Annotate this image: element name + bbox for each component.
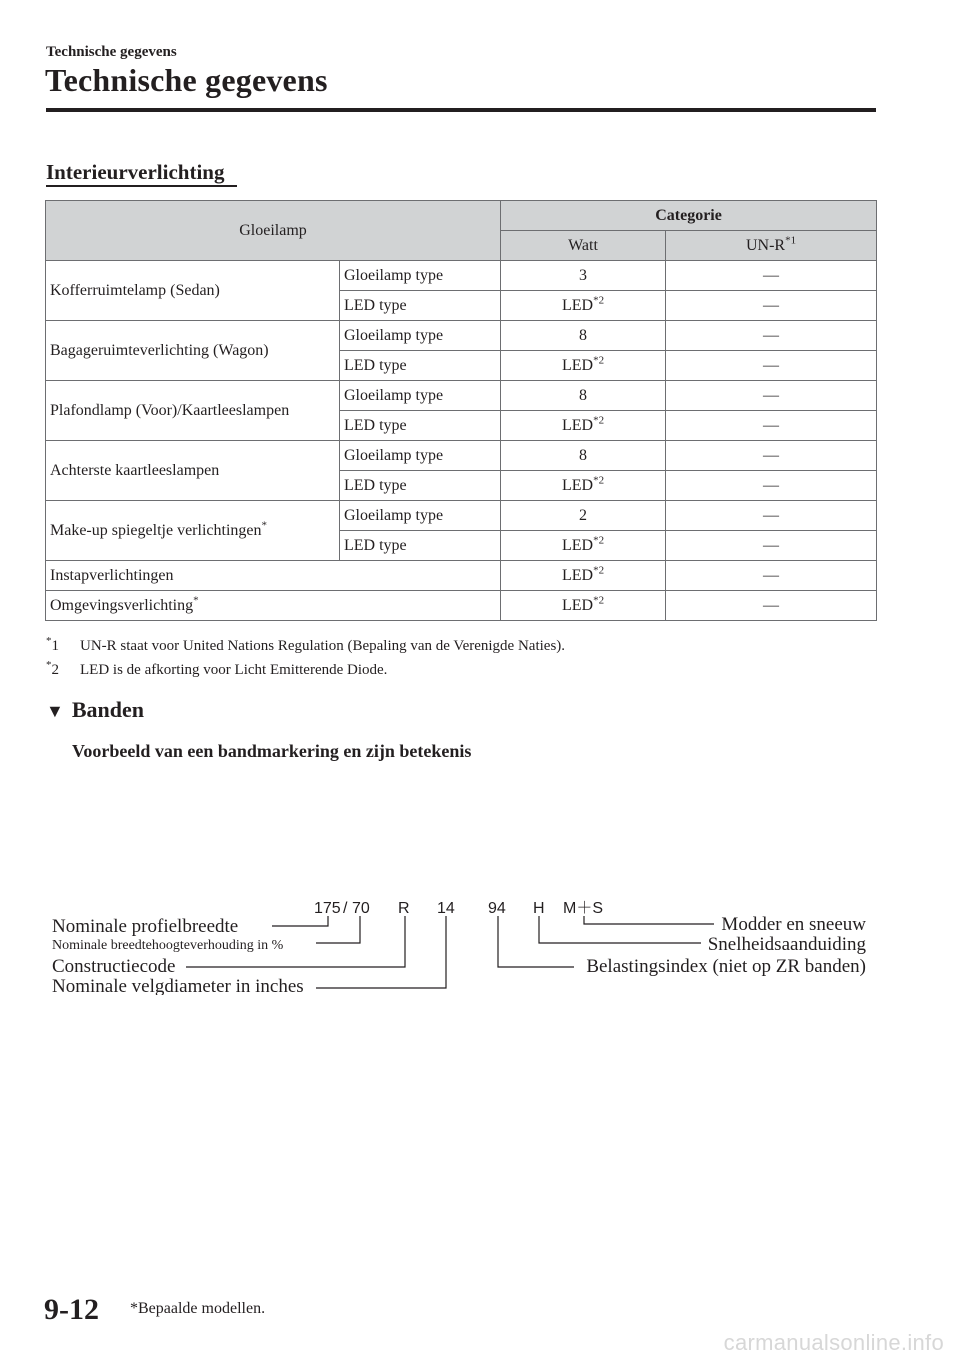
label-aspect: Nominale breedtehoogteverhouding in % — [52, 938, 284, 953]
lamp-name-cell — [46, 501, 340, 561]
watt-value: LED — [561, 536, 594, 554]
lamp-type: Gloeilamp type — [340, 261, 501, 291]
watt-value: LED — [561, 296, 594, 314]
header-category: Categorie — [501, 201, 877, 231]
unr-value: — — [666, 591, 877, 621]
header-watt: Watt — [501, 231, 666, 261]
watt-value: LED — [561, 596, 594, 614]
watt-cell — [501, 531, 666, 561]
lamp-name-cell — [46, 381, 340, 441]
table-row — [46, 501, 877, 531]
watt-value: LED — [561, 566, 594, 584]
unr-value: — — [666, 291, 877, 321]
watt-cell — [501, 561, 666, 591]
tire-marking-diagram — [40, 880, 880, 995]
watt-cell — [501, 441, 666, 471]
tires-heading-label: Banden — [71, 697, 144, 722]
unr-value: — — [666, 471, 877, 501]
watt-cell — [501, 411, 666, 441]
watt-cell — [501, 501, 666, 531]
breadcrumb: Technische gegevens — [46, 44, 177, 60]
lamp-name: Omgevingsverlichting — [50, 596, 194, 614]
tire-example-caption: Voorbeeld van een bandmarkering en zijn betekenis — [72, 741, 472, 761]
lamp-type: LED type — [340, 411, 501, 441]
lamp-type: Gloeilamp type — [340, 381, 501, 411]
unr-value: — — [666, 561, 877, 591]
watt-cell — [501, 471, 666, 501]
footnote-ref: *2 — [593, 594, 605, 607]
leader-rim — [316, 916, 446, 988]
watt-cell — [501, 261, 666, 291]
lamp-type: LED type — [340, 471, 501, 501]
footnote-marker — [46, 635, 80, 655]
footnote-text: UN-R staat voor United Nations Regulation (Bepaling van de Verenigde Naties). — [80, 638, 566, 654]
lamp-name-cell — [46, 441, 340, 501]
lamp-name-cell — [46, 261, 340, 321]
footnote-ref: *2 — [593, 474, 605, 487]
lamp-name: Make-up spiegeltje verlichtingen — [50, 521, 262, 539]
footnote-number: 1 — [51, 638, 59, 654]
label-speed: Snelheidsaanduiding — [707, 934, 866, 955]
footnote-1 — [46, 635, 566, 655]
label-load: Belastingsindex (niet op ZR banden) — [586, 956, 866, 977]
page-number: 9-12 — [44, 1293, 99, 1326]
lamp-name: Instapverlichtingen — [50, 566, 174, 584]
table-row — [46, 321, 877, 351]
code-construction: R — [398, 900, 410, 917]
header-bulb: Gloeilamp — [46, 201, 501, 261]
label-construction: Constructiecode — [52, 956, 176, 977]
table-row — [46, 591, 877, 621]
interior-lighting-table — [45, 200, 877, 621]
lamp-name: Bagageruimteverlichting (Wagon) — [50, 341, 269, 359]
table-row — [46, 381, 877, 411]
label-width: Nominale profielbreedte — [52, 916, 239, 937]
unr-value: — — [666, 381, 877, 411]
lamp-name-cell — [46, 321, 340, 381]
table-header-row — [46, 201, 877, 231]
watt-value: 8 — [579, 386, 588, 404]
code-slash: / — [343, 900, 348, 917]
section-title-underline — [46, 185, 237, 187]
watt-value: 2 — [579, 506, 588, 524]
footnote-ref: * — [193, 594, 199, 607]
unr-value: — — [666, 261, 877, 291]
watt-cell — [501, 291, 666, 321]
footer-note: *Bepaalde modellen. — [130, 1300, 266, 1317]
watt-cell — [501, 381, 666, 411]
watt-value: LED — [561, 416, 594, 434]
header-unr — [666, 231, 877, 261]
unr-value: — — [666, 501, 877, 531]
watt-cell — [501, 351, 666, 381]
lamp-type: Gloeilamp type — [340, 501, 501, 531]
watt-value: 8 — [579, 326, 588, 344]
leader-width — [272, 916, 328, 926]
code-load: 94 — [488, 900, 506, 917]
footnote-ref: *2 — [593, 564, 605, 577]
lamp-type: Gloeilamp type — [340, 441, 501, 471]
watt-value: 8 — [579, 446, 588, 464]
section-title-interior-lighting: Interieurverlichting — [46, 160, 225, 184]
leader-load — [498, 916, 574, 967]
footnote-ref: * — [261, 519, 267, 532]
unr-value: — — [666, 411, 877, 441]
code-ms: M＋S — [563, 900, 604, 917]
title-divider — [46, 108, 876, 112]
table-row — [46, 561, 877, 591]
lamp-name-cell — [46, 591, 501, 621]
lamp-name: Plafondlamp (Voor)/Kaartleeslampen — [50, 401, 290, 419]
lamp-type: LED type — [340, 351, 501, 381]
lamp-type: Gloeilamp type — [340, 321, 501, 351]
watt-value: LED — [561, 476, 594, 494]
watt-value: 3 — [579, 266, 588, 284]
footnote-number: 2 — [51, 662, 59, 678]
footnote-text: LED is de afkorting voor Licht Emitterende Diode. — [80, 662, 388, 678]
footnote-ref: *2 — [593, 414, 605, 427]
watermark: carmanualsonline.info — [723, 1330, 944, 1355]
footnote-marker — [46, 659, 80, 679]
leader-ms — [584, 916, 714, 924]
watt-value: LED — [561, 356, 594, 374]
code-width: 175 — [314, 900, 341, 917]
footnote-ref: *2 — [593, 354, 605, 367]
footnote-ref: *1 — [785, 234, 797, 247]
unr-value: — — [666, 531, 877, 561]
code-speed: H — [533, 900, 545, 917]
lamp-type: LED type — [340, 531, 501, 561]
code-aspect: 70 — [352, 900, 370, 917]
watt-cell — [501, 321, 666, 351]
watt-cell — [501, 591, 666, 621]
footnote-ref: *2 — [593, 534, 605, 547]
footnote-2 — [46, 659, 388, 679]
table-row — [46, 441, 877, 471]
leader-aspect — [316, 916, 360, 943]
lamp-name-cell — [46, 561, 501, 591]
unr-value: — — [666, 321, 877, 351]
page-title: Technische gegevens — [45, 62, 328, 98]
down-triangle-icon: ▼ — [46, 701, 64, 721]
label-rim: Nominale velgdiameter in inches — [52, 976, 304, 995]
label-ms: Modder en sneeuw — [721, 914, 866, 935]
unr-value: — — [666, 441, 877, 471]
footnote-asterisk: * — [46, 659, 52, 671]
footnote-asterisk: * — [46, 635, 52, 647]
footnote-ref: *2 — [593, 294, 605, 307]
table-row — [46, 261, 877, 291]
lamp-name: Achterste kaartleeslampen — [50, 461, 220, 479]
lamp-type: LED type — [340, 291, 501, 321]
code-rim: 14 — [437, 900, 455, 917]
tires-heading — [46, 697, 144, 723]
header-unr-label: UN-R — [745, 236, 786, 254]
lamp-name: Kofferruimtelamp (Sedan) — [50, 281, 220, 299]
unr-value: — — [666, 351, 877, 381]
leader-speed — [539, 916, 701, 943]
